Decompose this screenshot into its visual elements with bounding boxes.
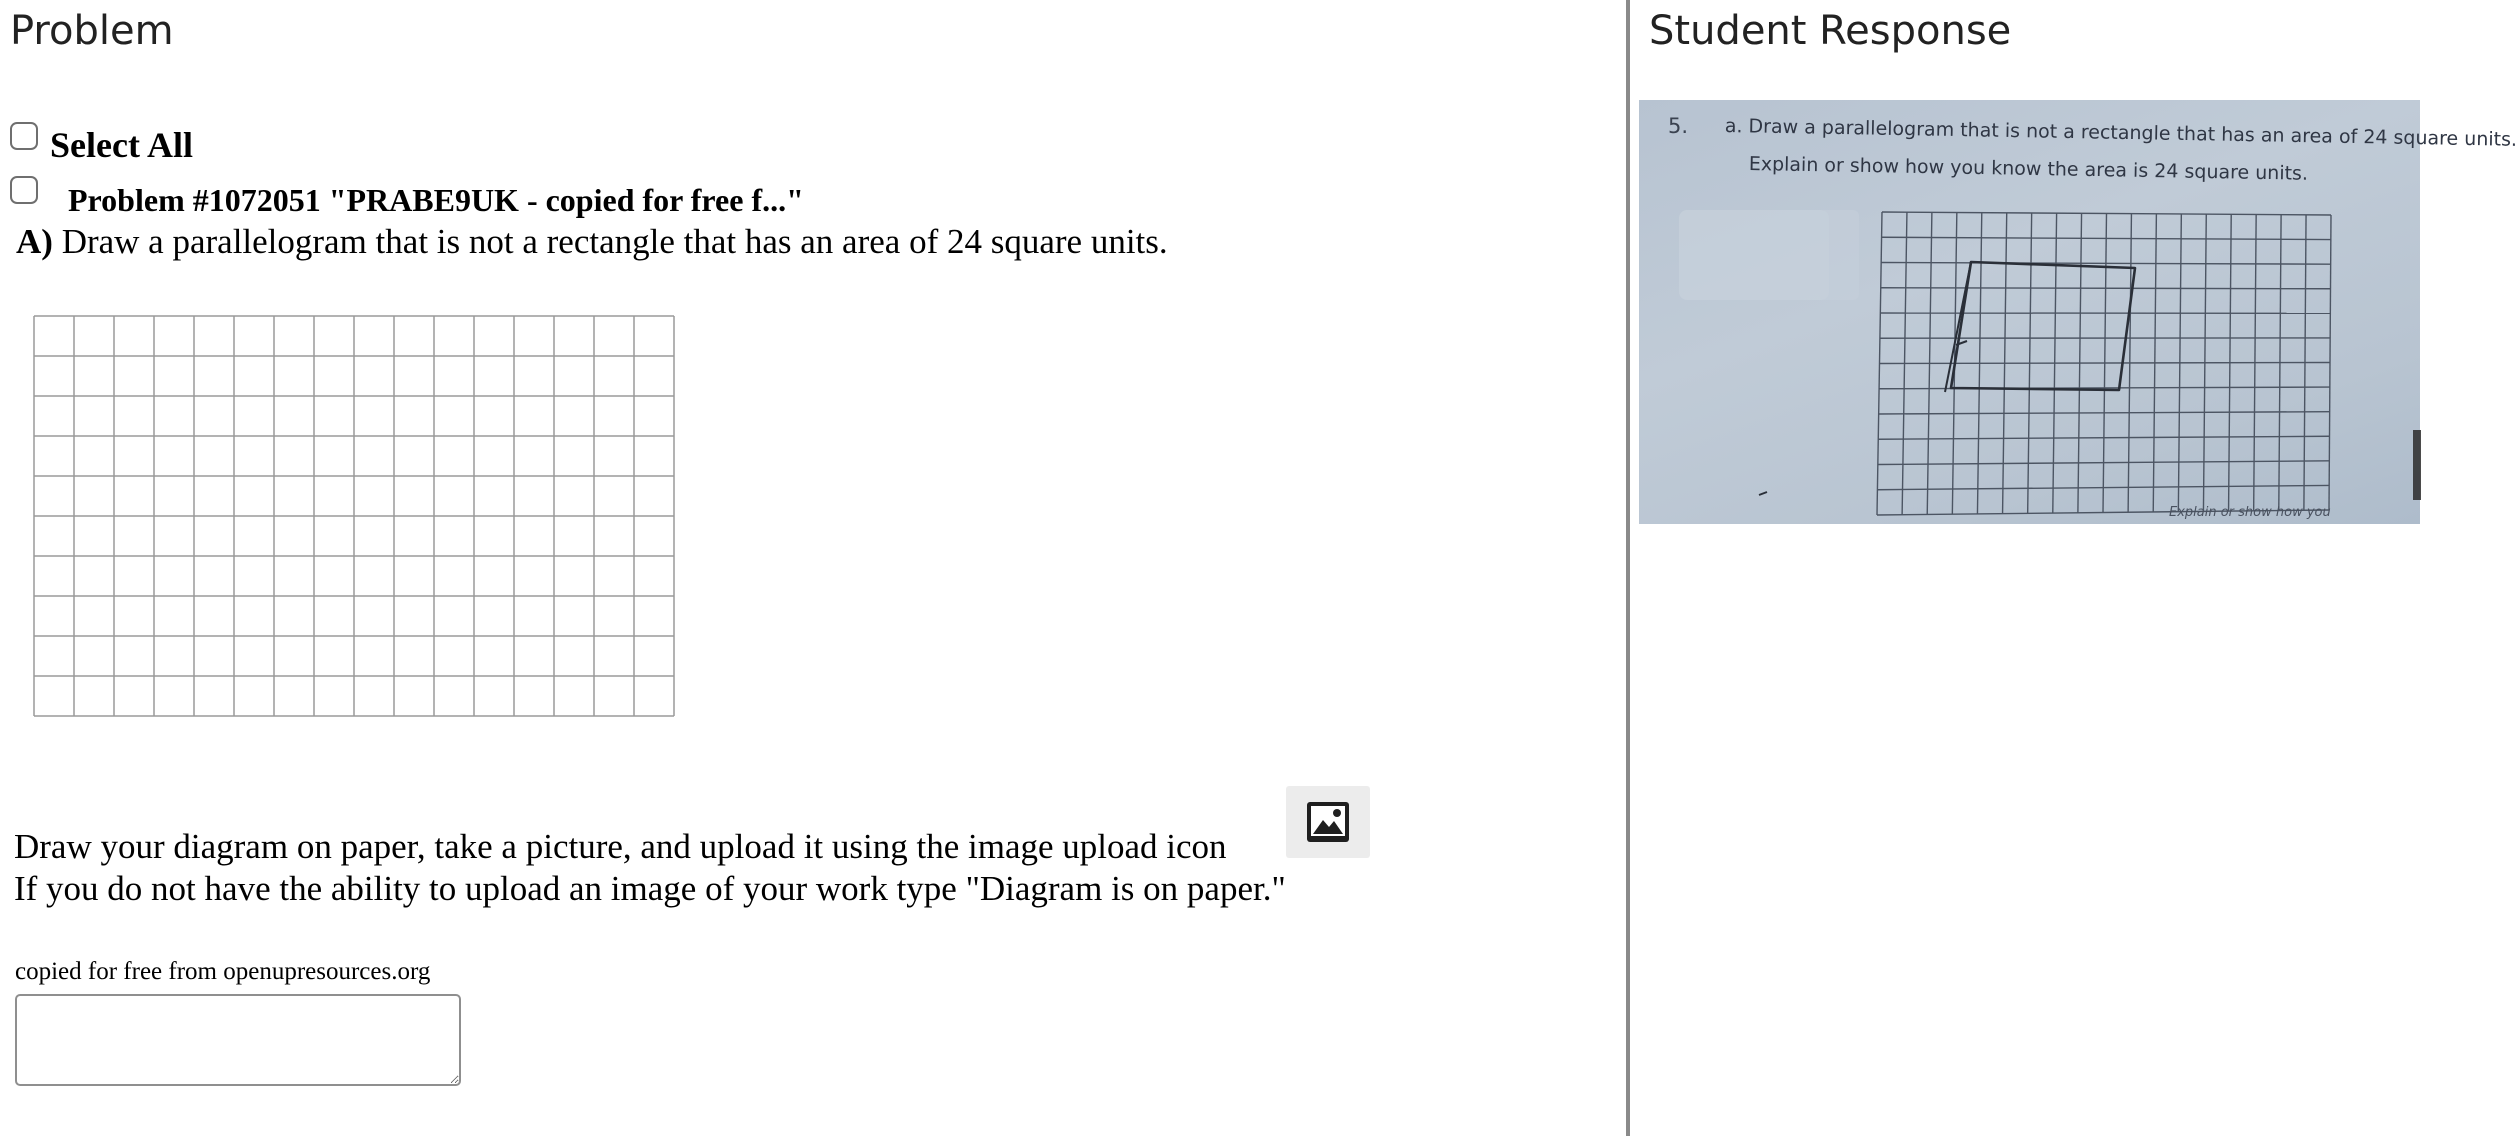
grid-diagram <box>33 312 683 720</box>
question-text <box>16 222 1168 262</box>
select-all-label[interactable]: Select All <box>50 125 193 165</box>
upload-instructions <box>14 826 1286 910</box>
photo-item-number: 5. <box>1668 114 1689 138</box>
answer-textarea[interactable] <box>15 994 461 1086</box>
student-work-photo <box>1639 100 2517 524</box>
question-part-label: A) <box>16 222 53 261</box>
image-upload-button[interactable] <box>1286 786 1370 858</box>
select-all-checkbox[interactable] <box>10 122 38 150</box>
photo-prompt-line-2: Explain or show how you know the area is 24 square units. <box>1748 153 2309 185</box>
problem-panel-title: Problem <box>10 8 174 54</box>
instruction-line-2: If you do not have the ability to upload an image of your work type "Diagram is on paper." <box>14 869 1286 908</box>
photo-grid-line <box>1880 363 2331 364</box>
photo-grid-line <box>1881 288 2331 289</box>
question-body: Draw a parallelogram that is not a rectangle that has an area of 24 square units. <box>52 222 1168 261</box>
student-response-title: Student Response <box>1649 8 2012 54</box>
grid-svg <box>33 312 683 720</box>
photo-prompt-line-1: a. Draw a parallelogram that is not a rectangle that has an area of 24 square units. <box>1724 115 2517 151</box>
photo-footer-text: Explain or show how you <box>2169 505 2331 520</box>
problem-label: Problem #1072051 "PRABE9UK - copied for free f..." <box>68 182 804 218</box>
image-upload-icon <box>1305 800 1351 844</box>
problem-checkbox[interactable] <box>10 176 38 204</box>
source-note: copied for free from openupresources.org <box>15 958 431 985</box>
instruction-line-1: Draw your diagram on paper, take a picture, and upload it using the image upload icon <box>14 827 1227 866</box>
student-response-panel <box>1630 0 2517 1136</box>
photo-grid-line <box>1881 263 2331 265</box>
